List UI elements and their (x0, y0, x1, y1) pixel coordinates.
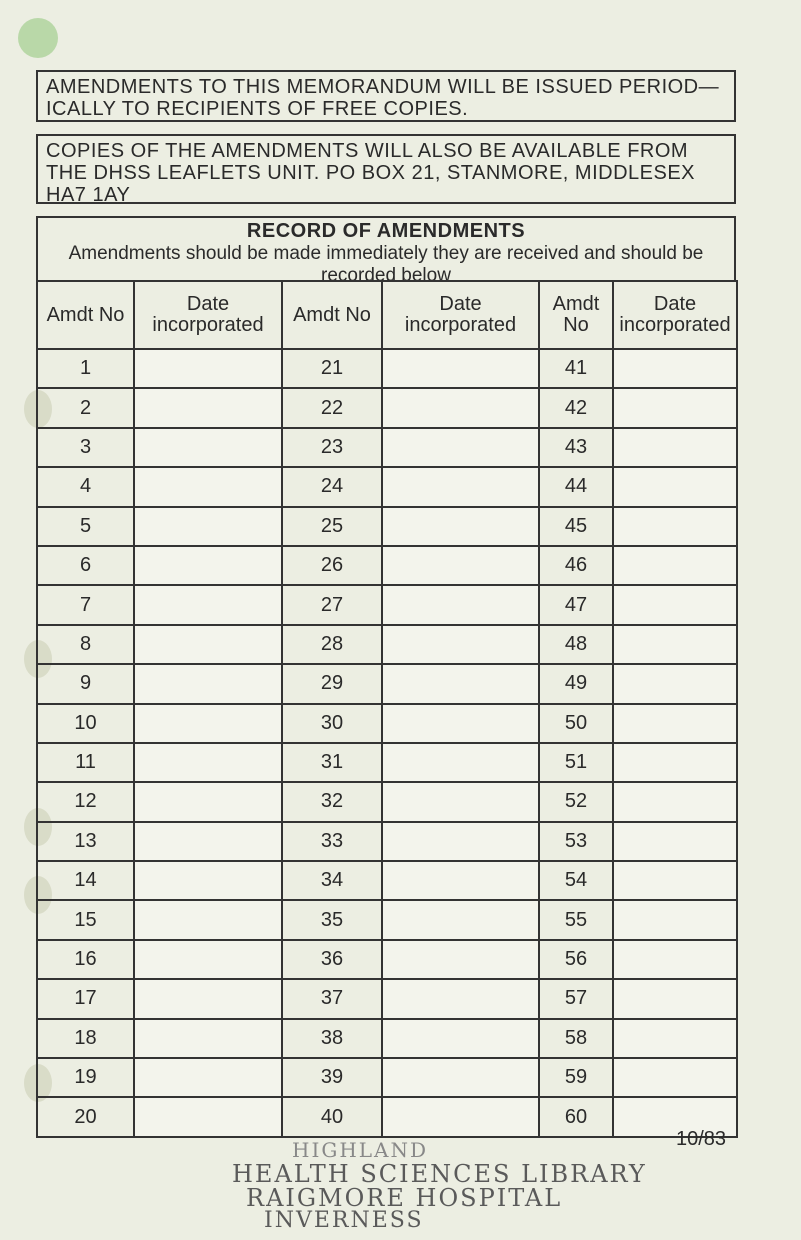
date-incorporated-cell[interactable] (382, 743, 539, 782)
header-amdt-no: Amdt No (37, 281, 134, 349)
amdt-number-cell: 33 (282, 822, 382, 861)
date-incorporated-cell[interactable] (382, 507, 539, 546)
amdt-number-cell: 25 (282, 507, 382, 546)
amdt-number-cell: 38 (282, 1019, 382, 1058)
amdt-number-cell: 44 (539, 467, 613, 506)
amdt-number-cell: 34 (282, 861, 382, 900)
table-row (37, 1058, 737, 1097)
amdt-number-cell: 1 (37, 349, 134, 388)
date-incorporated-cell[interactable] (134, 979, 282, 1018)
amdt-number-cell: 45 (539, 507, 613, 546)
date-incorporated-cell[interactable] (382, 349, 539, 388)
date-incorporated-cell[interactable] (134, 1097, 282, 1136)
amdt-number-cell: 41 (539, 349, 613, 388)
amdt-number-cell: 31 (282, 743, 382, 782)
date-incorporated-cell[interactable] (382, 467, 539, 506)
table-row (37, 1019, 737, 1058)
date-incorporated-cell[interactable] (134, 940, 282, 979)
table-row (37, 861, 737, 900)
amdt-number-cell: 5 (37, 507, 134, 546)
date-incorporated-cell[interactable] (613, 1058, 737, 1097)
date-incorporated-cell[interactable] (134, 467, 282, 506)
table-row (37, 1097, 737, 1136)
date-incorporated-cell[interactable] (134, 822, 282, 861)
amdt-number-cell: 6 (37, 546, 134, 585)
date-incorporated-cell[interactable] (382, 388, 539, 427)
amdt-number-cell: 12 (37, 782, 134, 821)
library-stamp-line: RAIGMORE HOSPITAL (246, 1184, 563, 1212)
table-row (37, 625, 737, 664)
table-row (37, 704, 737, 743)
amdt-number-cell: 7 (37, 585, 134, 624)
date-incorporated-cell[interactable] (613, 625, 737, 664)
amdt-number-cell: 27 (282, 585, 382, 624)
amdt-number-cell: 57 (539, 979, 613, 1018)
date-incorporated-cell[interactable] (134, 546, 282, 585)
table-row (37, 388, 737, 427)
library-stamp-line: INVERNESS (264, 1208, 424, 1233)
table-row (37, 822, 737, 861)
amdt-number-cell: 50 (539, 704, 613, 743)
amdt-number-cell: 18 (37, 1019, 134, 1058)
table-row (37, 979, 737, 1018)
amdt-number-cell: 8 (37, 625, 134, 664)
amdt-number-cell: 37 (282, 979, 382, 1018)
form-code: 10/83 (676, 1128, 727, 1150)
header-date-incorporated: Date incorporated (613, 281, 737, 349)
amdt-number-cell: 59 (539, 1058, 613, 1097)
date-incorporated-cell[interactable] (613, 979, 737, 1018)
date-incorporated-cell[interactable] (134, 861, 282, 900)
date-incorporated-cell[interactable] (134, 1019, 282, 1058)
date-incorporated-cell[interactable] (382, 900, 539, 939)
amdt-number-cell: 32 (282, 782, 382, 821)
date-incorporated-cell[interactable] (382, 1058, 539, 1097)
amdt-number-cell: 39 (282, 1058, 382, 1097)
table-row (37, 940, 737, 979)
table-header-row (37, 281, 737, 349)
date-incorporated-cell[interactable] (613, 743, 737, 782)
amdt-number-cell: 42 (539, 388, 613, 427)
date-incorporated-cell[interactable] (134, 388, 282, 427)
table-row (37, 467, 737, 506)
date-incorporated-cell[interactable] (613, 782, 737, 821)
date-incorporated-cell[interactable] (382, 940, 539, 979)
date-incorporated-cell[interactable] (134, 625, 282, 664)
date-incorporated-cell[interactable] (134, 428, 282, 467)
date-incorporated-cell[interactable] (382, 704, 539, 743)
date-incorporated-cell[interactable] (134, 585, 282, 624)
library-stamp-line: HIGHLAND (292, 1138, 429, 1162)
record-title: RECORD OF AMENDMENTS (246, 220, 526, 242)
amdt-number-cell: 20 (37, 1097, 134, 1136)
header-amdt-no: Amdt No (282, 281, 382, 349)
amdt-number-cell: 14 (37, 861, 134, 900)
date-incorporated-cell[interactable] (382, 861, 539, 900)
amdt-number-cell: 35 (282, 900, 382, 939)
date-incorporated-cell[interactable] (613, 507, 737, 546)
table-row (37, 664, 737, 703)
amendments-table (36, 280, 738, 1138)
date-incorporated-cell[interactable] (613, 704, 737, 743)
amdt-number-cell: 9 (37, 664, 134, 703)
amdt-number-cell: 55 (539, 900, 613, 939)
amdt-number-cell: 10 (37, 704, 134, 743)
date-incorporated-cell[interactable] (613, 467, 737, 506)
table-row (37, 782, 737, 821)
date-incorporated-cell[interactable] (134, 1058, 282, 1097)
date-incorporated-cell[interactable] (613, 861, 737, 900)
date-incorporated-cell[interactable] (382, 782, 539, 821)
punch-hole (18, 18, 58, 58)
record-header (36, 216, 736, 286)
amdt-number-cell: 49 (539, 664, 613, 703)
table-row (37, 546, 737, 585)
table-row (37, 428, 737, 467)
amdt-number-cell: 30 (282, 704, 382, 743)
amdt-number-cell: 43 (539, 428, 613, 467)
amdt-number-cell: 58 (539, 1019, 613, 1058)
library-stamp-line: HEALTH SCIENCES LIBRARY (232, 1160, 647, 1188)
date-incorporated-cell[interactable] (382, 546, 539, 585)
notice-copies-available: COPIES OF THE AMENDMENTS WILL ALSO BE AVAILABLE FROM THE DHSS LEAFLETS UNIT. PO BOX 21, STANMORE, MIDDLESEX HA7 1AY (36, 134, 736, 204)
amdt-number-cell: 36 (282, 940, 382, 979)
date-incorporated-cell[interactable] (382, 585, 539, 624)
amdt-number-cell: 52 (539, 782, 613, 821)
amdt-number-cell: 17 (37, 979, 134, 1018)
date-incorporated-cell[interactable] (382, 664, 539, 703)
table-row (37, 585, 737, 624)
date-incorporated-cell[interactable] (134, 782, 282, 821)
header-date-incorporated: Date incorporated (382, 281, 539, 349)
date-incorporated-cell[interactable] (382, 625, 539, 664)
date-incorporated-cell[interactable] (382, 822, 539, 861)
table-row (37, 743, 737, 782)
amdt-number-cell: 19 (37, 1058, 134, 1097)
amdt-number-cell: 60 (539, 1097, 613, 1136)
amdt-number-cell: 54 (539, 861, 613, 900)
date-incorporated-cell[interactable] (134, 743, 282, 782)
notice-amendments-issued: AMENDMENTS TO THIS MEMORANDUM WILL BE ISSUED PERIOD— ICALLY TO RECIPIENTS OF FREE COPIES. (36, 70, 736, 122)
date-incorporated-cell[interactable] (613, 388, 737, 427)
amdt-number-cell: 15 (37, 900, 134, 939)
date-incorporated-cell[interactable] (613, 664, 737, 703)
date-incorporated-cell[interactable] (134, 664, 282, 703)
date-incorporated-cell[interactable] (613, 546, 737, 585)
amdt-number-cell: 2 (37, 388, 134, 427)
date-incorporated-cell[interactable] (382, 428, 539, 467)
date-incorporated-cell[interactable] (134, 704, 282, 743)
header-date-incorporated: Date incorporated (134, 281, 282, 349)
amdt-number-cell: 53 (539, 822, 613, 861)
amdt-number-cell: 26 (282, 546, 382, 585)
amdt-number-cell: 4 (37, 467, 134, 506)
date-incorporated-cell[interactable] (613, 1019, 737, 1058)
amdt-number-cell: 23 (282, 428, 382, 467)
amdt-number-cell: 28 (282, 625, 382, 664)
amdt-number-cell: 47 (539, 585, 613, 624)
amdt-number-cell: 24 (282, 467, 382, 506)
amdt-number-cell: 21 (282, 349, 382, 388)
amdt-number-cell: 22 (282, 388, 382, 427)
date-incorporated-cell[interactable] (613, 349, 737, 388)
amdt-number-cell: 29 (282, 664, 382, 703)
amdt-number-cell: 46 (539, 546, 613, 585)
table-row (37, 900, 737, 939)
date-incorporated-cell[interactable] (382, 1097, 539, 1136)
amdt-number-cell: 56 (539, 940, 613, 979)
date-incorporated-cell[interactable] (613, 822, 737, 861)
amdt-number-cell: 40 (282, 1097, 382, 1136)
table-row (37, 349, 737, 388)
date-incorporated-cell[interactable] (382, 979, 539, 1018)
record-subtitle: Amendments should be made immediately they are received and should be recorded below (68, 243, 704, 286)
date-incorporated-cell[interactable] (613, 940, 737, 979)
date-incorporated-cell[interactable] (382, 1019, 539, 1058)
amdt-number-cell: 51 (539, 743, 613, 782)
date-incorporated-cell[interactable] (613, 585, 737, 624)
date-incorporated-cell[interactable] (134, 349, 282, 388)
table-row (37, 507, 737, 546)
date-incorporated-cell[interactable] (134, 900, 282, 939)
date-incorporated-cell[interactable] (613, 900, 737, 939)
date-incorporated-cell[interactable] (613, 428, 737, 467)
amdt-number-cell: 16 (37, 940, 134, 979)
amdt-number-cell: 11 (37, 743, 134, 782)
amdt-number-cell: 48 (539, 625, 613, 664)
header-amdt-no: Amdt No (539, 281, 613, 349)
amdt-number-cell: 13 (37, 822, 134, 861)
date-incorporated-cell[interactable] (134, 507, 282, 546)
amdt-number-cell: 3 (37, 428, 134, 467)
